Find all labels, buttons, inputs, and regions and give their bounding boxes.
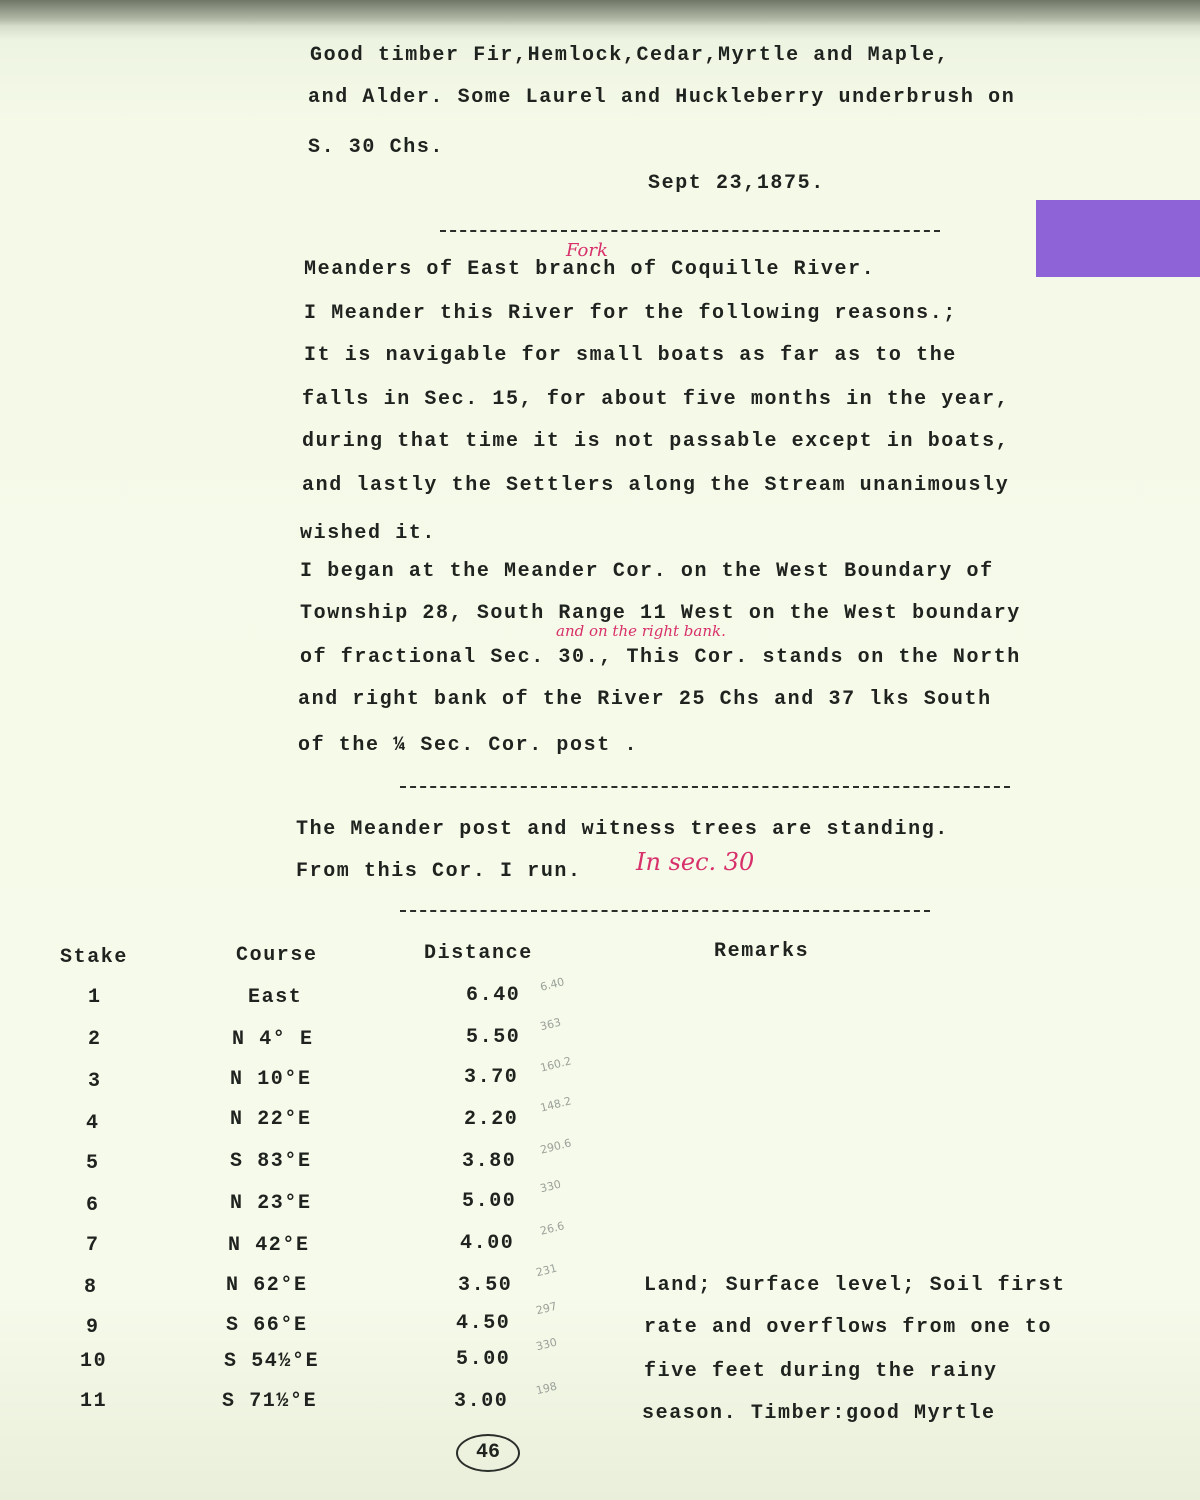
intro-line-2: S. 30 Chs.: [308, 136, 445, 159]
header-remarks: Remarks: [714, 940, 810, 963]
reasons-line-2: It is navigable for small boats as far as to the: [304, 344, 957, 367]
sec30-annotation: In sec. 30: [636, 848, 755, 876]
began-line-5: of the ¼ Sec. Cor. post .: [298, 734, 639, 757]
row-9-course: S 66°E: [226, 1314, 308, 1337]
row-2-pencil: 363: [538, 1015, 563, 1034]
reasons-line-1: I Meander this River for the following reasons.;: [304, 302, 957, 325]
row-6-stake: 6: [86, 1194, 100, 1217]
row-5-course: S 83°E: [230, 1150, 312, 1173]
header-stake: Stake: [60, 946, 129, 969]
row-7-distance: 4.00: [460, 1232, 515, 1255]
row-7-course: N 42°E: [228, 1234, 310, 1257]
row-6-distance: 5.00: [462, 1190, 517, 1213]
header-course: Course: [236, 944, 318, 967]
row-1-course: East: [248, 986, 303, 1009]
row-1-stake: 1: [88, 986, 102, 1009]
row-11-stake: 11: [80, 1390, 108, 1413]
row-3-pencil: 160.2: [538, 1054, 573, 1075]
row-6-course: N 23°E: [230, 1192, 312, 1215]
row-4-course: N 22°E: [230, 1108, 312, 1131]
intro-line-1: and Alder. Some Laurel and Huckleberry underbrush on: [308, 86, 1016, 109]
reasons-line-5: and lastly the Settlers along the Stream unanimously: [302, 474, 1010, 497]
row-8-pencil: 231: [534, 1261, 559, 1280]
row-5-pencil: 290.6: [538, 1136, 573, 1157]
divider-3: [400, 910, 930, 912]
reasons-line-6: wished it.: [300, 522, 437, 545]
reasons-line-3: falls in Sec. 15, for about five months in the year,: [302, 388, 1010, 411]
began-line-2: Township 28, South Range 11 West on the West boundary: [300, 602, 1021, 625]
row-10-stake: 10: [80, 1350, 108, 1373]
row-10-pencil: 330: [534, 1335, 559, 1354]
row-8-stake: 8: [84, 1276, 98, 1299]
began-line-1: I began at the Meander Cor. on the West Boundary of: [300, 560, 994, 583]
row-11-pencil: 198: [534, 1379, 559, 1398]
row-4-distance: 2.20: [464, 1108, 519, 1131]
row-8-course: N 62°E: [226, 1274, 308, 1297]
header-fragment: Good timber Fir,Hemlock,Cedar,Myrtle and Maple,: [310, 44, 950, 67]
divider-2: [400, 786, 1010, 788]
remarks-line-4: season. Timber:good Myrtle: [642, 1402, 996, 1425]
page-number: 46: [456, 1434, 520, 1472]
row-4-pencil: 148.2: [538, 1094, 573, 1115]
row-2-course: N 4° E: [232, 1028, 314, 1051]
row-3-distance: 3.70: [464, 1066, 519, 1089]
top-edge-shadow: [0, 0, 1200, 26]
row-7-pencil: 26.6: [538, 1219, 566, 1238]
remarks-line-1: Land; Surface level; Soil first: [644, 1274, 1066, 1297]
row-11-distance: 3.00: [454, 1390, 509, 1413]
row-8-distance: 3.50: [458, 1274, 513, 1297]
row-6-pencil: 330: [538, 1177, 563, 1196]
row-10-distance: 5.00: [456, 1348, 511, 1371]
row-2-distance: 5.50: [466, 1026, 521, 1049]
row-3-stake: 3: [88, 1070, 102, 1093]
fork-annotation: Fork: [566, 240, 608, 261]
row-1-distance: 6.40: [466, 984, 521, 1007]
row-9-stake: 9: [86, 1316, 100, 1339]
row-3-course: N 10°E: [230, 1068, 312, 1091]
row-9-pencil: 297: [534, 1299, 559, 1318]
began-line-3: of fractional Sec. 30., This Cor. stands on the North: [300, 646, 1021, 669]
row-10-course: S 54½°E: [224, 1350, 320, 1373]
divider-1: [440, 230, 940, 232]
row-7-stake: 7: [86, 1234, 100, 1257]
remarks-line-2: rate and overflows from one to: [644, 1316, 1053, 1339]
row-4-stake: 4: [86, 1112, 100, 1135]
standing-line-1: The Meander post and witness trees are standing.: [296, 818, 949, 841]
row-9-distance: 4.50: [456, 1312, 511, 1335]
row-2-stake: 2: [88, 1028, 102, 1051]
began-line-4: and right bank of the River 25 Chs and 37 lks South: [298, 688, 992, 711]
row-1-pencil: 6.40: [538, 975, 566, 994]
meander-title: Meanders of East branch of Coquille River.: [304, 258, 876, 281]
remarks-line-3: five feet during the rainy: [644, 1360, 998, 1383]
standing-line-2: From this Cor. I run.: [296, 860, 582, 883]
row-5-distance: 3.80: [462, 1150, 517, 1173]
row-5-stake: 5: [86, 1152, 100, 1175]
entry-date: Sept 23,1875.: [648, 172, 825, 195]
purple-marker-tab: [1036, 200, 1200, 277]
row-11-course: S 71½°E: [222, 1390, 318, 1413]
right-bank-annotation: and on the right bank.: [556, 622, 726, 640]
header-distance: Distance: [424, 942, 533, 965]
reasons-line-4: during that time it is not passable except in boats,: [302, 430, 1010, 453]
